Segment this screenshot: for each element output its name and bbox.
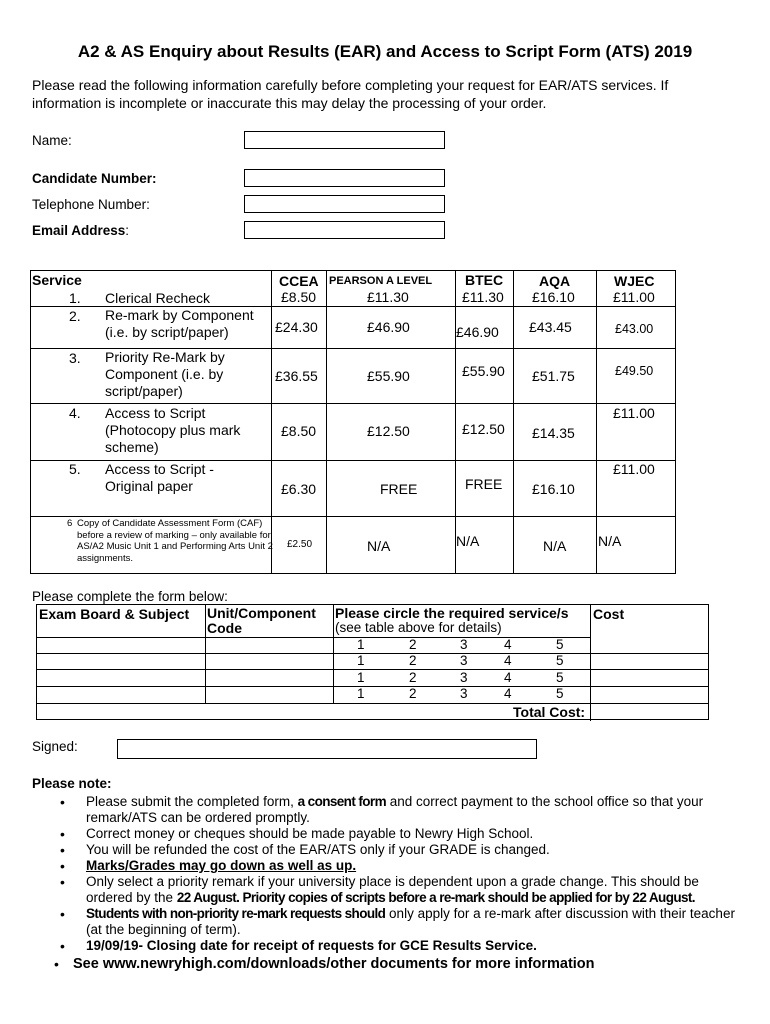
notes-list <box>60 794 740 972</box>
price-cell: £36.55 <box>275 368 318 384</box>
list-item: • You will be refunded the cost of the EAR/ATS only if your GRADE is changed. <box>60 842 740 858</box>
price-cell: FREE <box>380 481 418 497</box>
service-option[interactable]: 4 <box>504 670 512 685</box>
price-cell: N/A <box>598 533 622 549</box>
service-option[interactable]: 5 <box>556 686 564 701</box>
price-cell: £55.90 <box>367 368 410 384</box>
list-item: • Students with non-priority re-mark requests should only apply for a re-mark after discussion with their teacher (at the beginning of term). <box>60 906 740 938</box>
price-cell: £49.50 <box>615 364 654 378</box>
price-cell: £8.50 <box>281 289 317 305</box>
aqa-header: AQA <box>539 273 571 289</box>
price-cell: N/A <box>543 538 567 554</box>
service-row-number: 1. <box>69 290 81 306</box>
email-label: Email Address: <box>32 223 130 238</box>
telephone-field[interactable] <box>244 195 445 213</box>
service-row-desc: Copy of Candidate Assessment Form (CAF) before a review of marking – only available for AS/A2 Music Unit 1 and Performing Arts Unit 2 assignments. <box>77 518 273 564</box>
price-cell: £6.30 <box>281 481 317 497</box>
price-cell: N/A <box>456 533 480 549</box>
service-row-number: 2. <box>69 308 81 324</box>
price-cell: £46.90 <box>367 319 410 335</box>
price-cell: £16.10 <box>532 289 575 305</box>
service-select-header: Please circle the required service/s <box>335 605 569 621</box>
service-row-number: 4. <box>69 405 81 421</box>
service-option[interactable]: 3 <box>460 637 468 652</box>
exam-board-header: Exam Board & Subject <box>39 606 190 622</box>
price-cell: £55.90 <box>462 363 505 379</box>
price-cell: £12.50 <box>462 421 505 437</box>
intro-text: Please read the following information carefully before completing your request for EAR/ATS services. If information is incomplete or inaccurate this may delay the processing of your order. <box>32 77 669 111</box>
service-option[interactable]: 1 <box>357 670 365 685</box>
service-option[interactable]: 3 <box>460 686 468 701</box>
service-option[interactable]: 5 <box>556 653 564 668</box>
service-option[interactable]: 4 <box>504 637 512 652</box>
price-cell: £51.75 <box>532 368 575 384</box>
service-option[interactable]: 4 <box>504 686 512 701</box>
unit-code-header: Unit/Component Code <box>207 605 316 636</box>
service-option[interactable]: 3 <box>460 653 468 668</box>
cost-header: Cost <box>593 606 625 622</box>
complete-form-instruction: Please complete the form below: <box>32 589 228 604</box>
signed-label: Signed: <box>32 739 78 754</box>
service-row-number: 6 <box>67 518 73 529</box>
service-option[interactable]: 2 <box>409 670 417 685</box>
telephone-label: Telephone Number: <box>32 197 150 212</box>
service-row-desc: Re-mark by Component (i.e. by script/paper) <box>105 307 254 340</box>
price-cell: N/A <box>367 538 391 554</box>
service-select-subheader: (see table above for details) <box>335 620 502 635</box>
list-item: • See www.newryhigh.com/downloads/other documents for more information <box>54 956 740 972</box>
signature-field[interactable] <box>117 739 537 759</box>
pearson-header: PEARSON A LEVEL <box>329 275 433 287</box>
service-option[interactable]: 2 <box>409 686 417 701</box>
order-form-table <box>36 604 709 720</box>
service-option[interactable]: 2 <box>409 637 417 652</box>
list-item: • 19/09/19- Closing date for receipt of requests for GCE Results Service. <box>60 938 740 954</box>
price-cell: £43.45 <box>529 319 572 335</box>
total-cost-label: Total Cost: <box>513 704 586 720</box>
list-item: • Only select a priority remark if your university place is dependent upon a grade change. This should be ordered by the 22 August. Priority copies of scripts before a re-mark should be applied for by 22 August. <box>60 874 740 906</box>
name-field[interactable] <box>244 131 445 149</box>
btec-header: BTEC <box>465 272 504 288</box>
price-cell: FREE <box>465 476 503 492</box>
service-price-table <box>30 270 676 574</box>
service-option[interactable]: 1 <box>357 637 365 652</box>
list-item: • Correct money or cheques should be made payable to Newry High School. <box>60 826 740 842</box>
price-cell: £11.00 <box>613 405 655 421</box>
price-cell: £2.50 <box>287 539 313 550</box>
service-option[interactable]: 1 <box>357 686 365 701</box>
wjec-header: WJEC <box>614 273 655 289</box>
price-cell: £11.00 <box>613 289 655 305</box>
candidate-number-field[interactable] <box>244 169 445 187</box>
ccea-header: CCEA <box>279 273 319 289</box>
service-row-number: 3. <box>69 350 81 366</box>
service-option[interactable]: 5 <box>556 637 564 652</box>
email-field[interactable] <box>244 221 445 239</box>
please-note-heading: Please note: <box>32 776 112 791</box>
price-cell: £16.10 <box>532 481 575 497</box>
service-row-desc: Priority Re-Mark by Component (i.e. by script/paper) <box>105 349 225 399</box>
list-item: • Marks/Grades may go down as well as up. <box>60 858 740 874</box>
service-option[interactable]: 4 <box>504 653 512 668</box>
price-cell: £11.30 <box>462 289 504 305</box>
candidate-number-label: Candidate Number: <box>32 171 157 186</box>
price-cell: £14.35 <box>532 425 575 441</box>
service-header: Service <box>32 272 82 288</box>
price-cell: £12.50 <box>367 423 410 439</box>
name-label: Name: <box>32 133 72 148</box>
service-option[interactable]: 2 <box>409 653 417 668</box>
price-cell: £11.00 <box>613 461 655 477</box>
page-title: A2 & AS Enquiry about Results (EAR) and Access to Script Form (ATS) 2019 <box>77 42 693 61</box>
service-row-number: 5. <box>69 461 81 477</box>
price-cell: £43.00 <box>615 322 654 336</box>
price-cell: £8.50 <box>281 423 317 439</box>
price-cell: £46.90 <box>456 324 499 340</box>
service-row-desc: Access to Script - Original paper <box>105 461 214 494</box>
service-option[interactable]: 1 <box>357 653 365 668</box>
service-option[interactable]: 5 <box>556 670 564 685</box>
service-option[interactable]: 3 <box>460 670 468 685</box>
service-row-desc: Clerical Recheck <box>105 290 211 306</box>
price-cell: £11.30 <box>367 289 409 305</box>
service-row-desc: Access to Script (Photocopy plus mark scheme) <box>105 405 241 455</box>
price-cell: £24.30 <box>275 319 318 335</box>
list-item: • Please submit the completed form, a consent form and correct payment to the school office so that your remark/ATS can be ordered promptly. <box>60 794 740 826</box>
